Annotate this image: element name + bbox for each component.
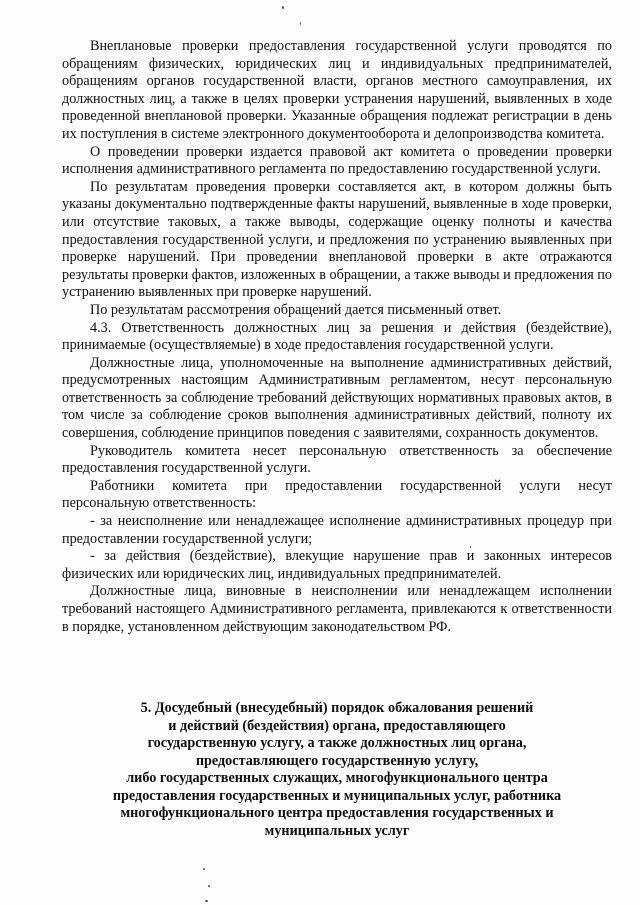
paragraph-inspection-results: По результатам проведения проверки составляется акт, в котором должны быть указаны документально подтвержденные факты нарушений, выявленные в ходе проверки, или отсутствие таковых, а также выводы, содержащие оценку полноты и качества предоставления государственной услуги, и предложения по устранению выявленных при проверке нарушений. При проведении внеплановой проверки в акте отражаются результаты проверки фактов, изложенных в обращении, а также выводы и предложения по устранению выявленных при проверке нарушений.: [62, 178, 612, 301]
scan-speck: [282, 6, 284, 9]
heading-line: многофункционального центра предоставления государственных и: [120, 805, 554, 821]
paragraph-section-4-3: 4.3. Ответственность должностных лиц за решения и действия (бездействие), принимаемые (осуществляемые) в ходе предоставления государственной услуги.: [62, 319, 612, 354]
paragraph-liability: Должностные лица, виновные в неисполнении или ненадлежащем исполнении требований настоящего Административного регламента, привлекаются к ответственности в порядке, установленном действующим законодательством РФ.: [62, 583, 612, 635]
document-body: [62, 38, 612, 636]
list-item-actions: - за действия (бездействие), влекущие нарушение прав и законных интересов физических или юридических лиц, индивидуальных предпринимателей.: [62, 548, 612, 582]
scan-speck: [470, 546, 471, 548]
paragraph-unscheduled-inspections: Внеплановые проверки предоставления государственной услуги проводятся по обращениям физических, юридических лиц и индивидуальных предпринимателей, обращениям органов государственной власти, органов местного самоуправления, их должностных лиц, а также в целях проверки устранения нарушений, выявленных в ходе проведенной внеплановой проверки. Указанные обращения подлежат регистрации в день их поступления в системе электронного документооборота и делопроизводства комитета.: [62, 38, 612, 142]
paragraph-written-reply: По результатам рассмотрения обращений дается письменный ответ.: [90, 301, 502, 318]
heading-line: либо государственных служащих, многофункционального центра: [126, 770, 548, 786]
list-item-procedures: - за неисполнение или ненадлежащее исполнение административных процедур при предоставлении государственной услуги;: [62, 513, 612, 547]
heading-line: предоставляющего государственную услугу,: [195, 752, 479, 769]
paragraph-officials-responsibility: Должностные лица, уполномоченные на выполнение административных действий, предусмотренных настоящим Административным регламентом, несут персональную ответственность за соблюдение требований действующих нормативных правовых актов, в том числе за соблюдение сроков выполнения административных действий, полноту их совершения, соблюдение принципов поведения с заявителями, сохранность документов.: [62, 354, 612, 442]
heading-line: муниципальных услуг: [264, 822, 410, 839]
heading-line: государственную услугу, а также должностных лиц органа,: [147, 735, 527, 751]
paragraph-employees-responsibility: Работники комитета при предоставлении государственной услуги несут персональную ответственность:: [62, 477, 612, 512]
scan-speck: [203, 868, 205, 870]
heading-line: предоставления государственных и муниципальных услуг, работника: [112, 787, 562, 804]
paragraph-head-responsibility: Руководитель комитета несет персональную ответственность за обеспечение предоставления государственной услуги.: [62, 442, 612, 477]
scan-speck: [208, 885, 210, 887]
paragraph-inspection-act: О проведении проверки издается правовой акт комитета о проведении проверки исполнения административного регламента по предоставлению государственной услуги.: [62, 143, 612, 178]
scan-speck: [300, 22, 301, 25]
section-5-heading: [62, 700, 612, 840]
scan-speck: [205, 900, 208, 902]
heading-line: и действий (бездействия) органа, предоставляющего: [168, 717, 506, 734]
heading-line: 5. Досудебный (внесудебный) порядок обжалования решений: [140, 700, 534, 716]
